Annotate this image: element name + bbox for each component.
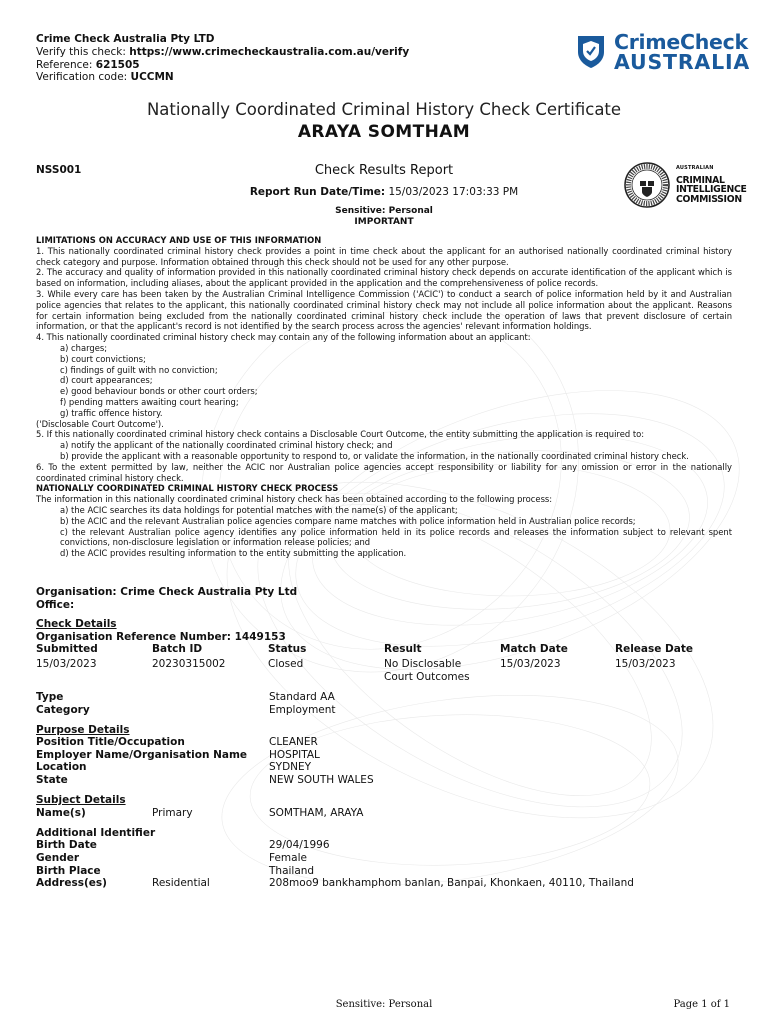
limitation-1: 1. This nationally coordinated criminal history check provides a point in time check about the applicant for an authorised nationally coordinated criminal history check category and purpose. Information obtained through this check should not be used for any other purpose. (36, 245, 732, 267)
acic-logo (624, 162, 747, 212)
verify-url[interactable]: https://www.crimecheckaustralia.com.au/verify (129, 45, 410, 58)
limitations-heading: LIMITATIONS ON ACCURACY AND USE OF THIS INFORMATION (36, 235, 322, 245)
process-intro: The information in this nationally coordinated criminal history check has been obtained according to the following process: (36, 494, 553, 505)
limitations-section (36, 235, 732, 559)
verification-code-label: Verification code: (36, 71, 128, 84)
column-header-submitted: Submitted (36, 643, 98, 655)
report-title: Check Results Report (314, 163, 454, 178)
list-item: b) the ACIC and the relevant Australian police agencies compare name matches with police information held in Australian police records; (60, 515, 636, 526)
verify-label: Verify this check: (36, 45, 126, 58)
list-item: g) traffic offence history. (60, 407, 163, 418)
company-name: Crime Check Australia Pty LTD (36, 33, 215, 45)
organisation-value: Crime Check Australia Pty Ltd (120, 586, 298, 598)
logo-line2: AUSTRALIA (614, 50, 751, 74)
gender-value: Female (269, 852, 307, 864)
birth-place-value: Thailand (269, 865, 315, 877)
address-label: Address(es) (36, 877, 107, 889)
org-ref-label: Organisation Reference Number: (36, 630, 231, 643)
limitation-6: 6. To the extent permitted by law, neither the ACIC nor Australian police agencies accept responsibility or liability for any omission or error in the nationally coordinated criminal history check. (36, 461, 732, 483)
list-item: b) provide the applicant with a reasonable opportunity to respond to, or validate the information, in the nationally coordinated criminal history check. (60, 450, 689, 461)
sensitive-personal: Sensitive: Personal (335, 206, 433, 216)
reference-value: 621505 (95, 58, 140, 71)
list-item: e) good behaviour bonds or other court orders; (60, 386, 258, 397)
org-ref-value: 1449153 (234, 630, 286, 643)
column-header-result: Result (384, 643, 422, 655)
purpose-details-heading: Purpose Details (36, 724, 130, 736)
crimecheck-logo (576, 30, 751, 74)
state-label: State (36, 774, 68, 786)
additional-identifier-heading: Additional Identifier (36, 827, 156, 839)
list-item: d) the ACIC provides resulting information to the entity submitting the application. (60, 548, 407, 559)
list-item: d) court appearances; (60, 375, 153, 386)
sensitivity-label (0, 206, 768, 227)
names-label: Name(s) (36, 807, 86, 819)
organisation-block (36, 586, 297, 611)
result-value: No Disclosable Court Outcomes (384, 658, 470, 683)
release-date-value: 15/03/2023 (615, 658, 676, 670)
limitation-4-note: ('Disclosable Court Outcome'). (36, 418, 164, 429)
column-header-release-date: Release Date (615, 643, 693, 655)
applicant-name: ARAYA SOMTHAM (297, 122, 471, 142)
verification-header (36, 33, 409, 84)
position-title-label: Position Title/Occupation (36, 736, 185, 748)
list-item: a) charges; (60, 342, 108, 353)
report-code: NSS001 (36, 164, 82, 176)
location-value: SYDNEY (269, 761, 312, 773)
birth-place-label: Birth Place (36, 865, 101, 877)
type-label: Type (36, 691, 64, 703)
address-value: 208moo9 bankhamphom banlan, Banpai, Khonkaen, 40110, Thailand (269, 877, 634, 889)
batch-id-value: 20230315002 (152, 658, 226, 670)
shield-check-icon (576, 34, 606, 70)
office-label: Office: (36, 598, 75, 611)
gender-label: Gender (36, 852, 80, 864)
type-value: Standard AA (269, 691, 335, 703)
organisation-label: Organisation: (36, 586, 117, 598)
state-value: NEW SOUTH WALES (269, 774, 374, 786)
location-label: Location (36, 761, 87, 773)
status-value: Closed (268, 658, 304, 670)
list-item: c) findings of guilt with no conviction; (60, 364, 218, 375)
submitted-value: 15/03/2023 (36, 658, 97, 670)
acic-seal-icon (624, 162, 670, 208)
check-details-heading: Check Details (36, 618, 117, 630)
employer-name-label: Employer Name/Organisation Name (36, 749, 248, 761)
limitation-5: 5. If this nationally coordinated criminal history check contains a Disclosable Court Outcome, the entity submitting the application is required to: (36, 429, 645, 440)
limitation-2: 2. The accuracy and quality of information provided in this nationally coordinated criminal history check depends on accurate identification of the applicant which is based on information, including aliases, about the applicant provided in the application and the comprehensiveness of police records. (36, 267, 732, 289)
match-date-value: 15/03/2023 (500, 658, 561, 670)
position-title-value: CLEANER (269, 736, 318, 748)
list-item: f) pending matters awaiting court hearing; (60, 396, 239, 407)
category-label: Category (36, 704, 90, 716)
acic-line2: INTELLIGENCE (676, 184, 747, 196)
limitation-3: 3. While every care has been taken by the Australian Criminal Intelligence Commission ('ACIC') to conduct a search of police information held by it and Australian police agencies that relates to the applicant, this nationally coordinated criminal history check may not include all police information about the applicant. Reasons for certain information being excluded from the nationally coordinated criminal history check include the operation of laws that prevent disclosure of certain information, or that the applicant's record is not identified by the search process across the agencies' relevant information holdings. (36, 288, 732, 332)
category-value: Employment (269, 704, 336, 716)
column-header-match-date: Match Date (500, 643, 568, 655)
limitation-4: 4. This nationally coordinated criminal history check may contain any of the following information about an applicant: (36, 332, 531, 343)
verification-code-value: UCCMN (130, 71, 174, 84)
acic-line3: COMMISSION (676, 193, 742, 205)
certificate-title: Nationally Coordinated Criminal History Check Certificate (146, 100, 622, 119)
footer-sensitivity: Sensitive: Personal (335, 999, 433, 1010)
list-item: a) notify the applicant of the nationally coordinated criminal history check; and (60, 440, 393, 451)
reference-label: Reference: (36, 58, 93, 71)
list-item: c) the relevant Australian police agency identifies any police information held in its police records and releases the information subject to relevant spent convictions, non-disclosure legislation or information release policies; and (60, 526, 732, 548)
run-value: 15/03/2023 17:03:33 PM (388, 186, 519, 198)
logo-line1: CrimeCheck (614, 30, 748, 54)
column-header-status: Status (268, 643, 307, 655)
check-details-heading-block (36, 618, 286, 643)
employer-name-value: HOSPITAL (269, 749, 320, 761)
acic-small-text: AUSTRALIAN (676, 165, 714, 171)
subject-details-heading: Subject Details (36, 794, 126, 806)
birth-date-label: Birth Date (36, 839, 97, 851)
column-header-batch-id: Batch ID (152, 643, 203, 655)
address-type: Residential (152, 877, 210, 889)
names-type: Primary (152, 807, 193, 819)
process-heading: NATIONALLY COORDINATED CRIMINAL HISTORY CHECK PROCESS (36, 483, 339, 494)
birth-date-value: 29/04/1996 (269, 839, 330, 851)
list-item: a) the ACIC searches its data holdings for potential matches with the name(s) of the applicant; (60, 504, 458, 515)
acic-line1: CRIMINAL (676, 175, 725, 186)
footer-page-number: Page 1 of 1 (673, 999, 730, 1010)
run-label: Report Run Date/Time: (249, 186, 386, 198)
names-value: SOMTHAM, ARAYA (269, 807, 364, 819)
important-label: IMPORTANT (354, 216, 414, 227)
list-item: b) court convictions; (60, 353, 146, 364)
